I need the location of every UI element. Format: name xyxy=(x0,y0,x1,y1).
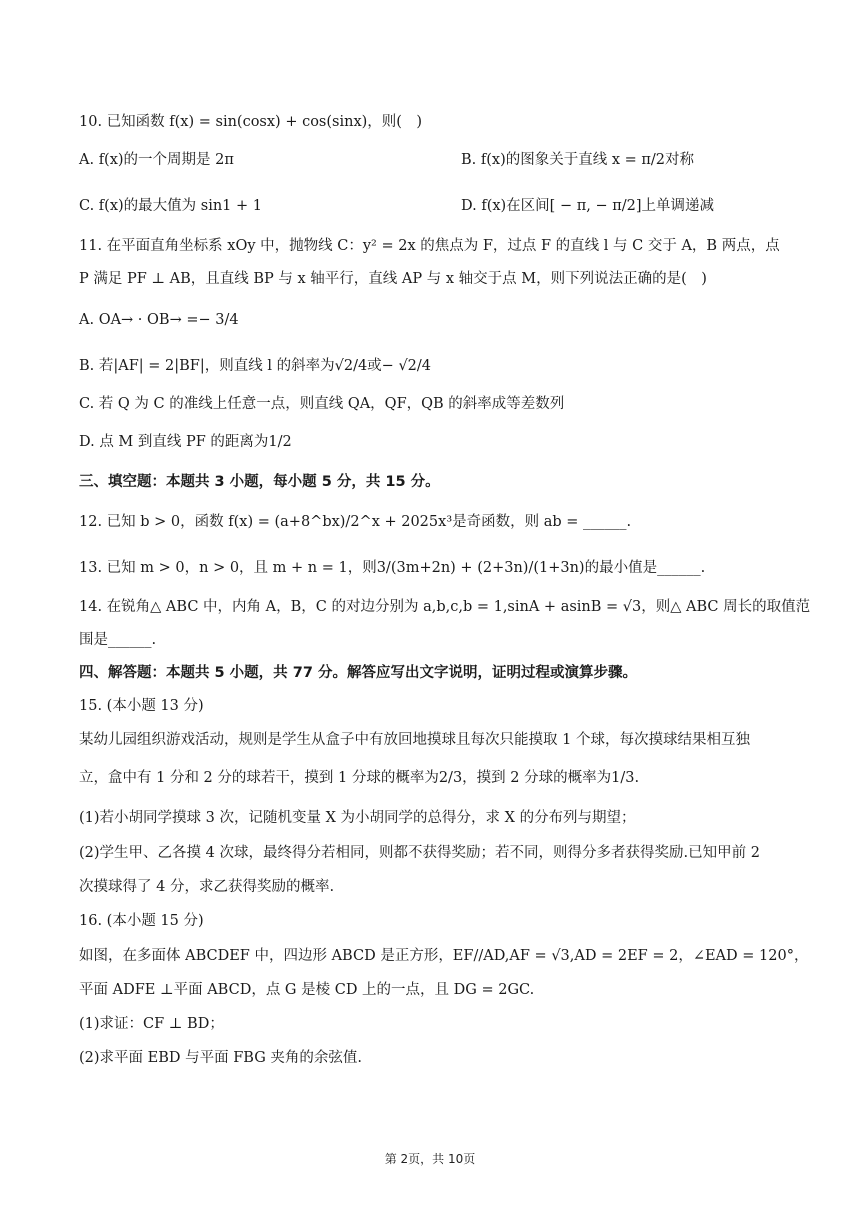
q10-option-c: C. f(x)的最大值为 sin1 + 1 xyxy=(79,198,262,214)
q11-option-b: B. 若|AF| = 2|BF|，则直线 l 的斜率为√2/4或− √2/4 xyxy=(79,358,432,374)
q10-option-a: A. f(x)的一个周期是 2π xyxy=(79,152,234,168)
section-3-heading: 三、填空题：本题共 3 小题，每小题 5 分，共 15 分。 xyxy=(79,474,440,490)
q11-option-c: C. 若 Q 为 C 的准线上任意一点，则直线 QA，QF，QB 的斜率成等差数列 xyxy=(79,396,565,412)
q10-row-2 xyxy=(79,196,800,216)
q11-stem-line1: 11. 在平面直角坐标系 xOy 中，抛物线 C：y² = 2x 的焦点为 F，过点 F 的直线 l 与 C 交于 A，B 两点，点 xyxy=(79,238,780,254)
q11-option-a: A. OA→ · OB→ =− 3/4 xyxy=(79,312,239,328)
q16-paragraph-2: 平面 ADFE ⊥平面 ABCD，点 G 是棱 CD 上的一点，且 DG = 2GC. xyxy=(79,982,535,998)
page-footer: 第 2页，共 10页 xyxy=(384,1152,476,1166)
q10-option-d: D. f(x)在区间[ − π, − π/2]上单调递减 xyxy=(461,198,715,214)
q11-option-d: D. 点 M 到直线 PF 的距离为1/2 xyxy=(79,434,292,450)
q10-stem: 10. 已知函数 f(x) = sin(cosx) + cos(sinx)，则( ) xyxy=(79,114,423,130)
q14-line1: 14. 在锐角△ ABC 中，内角 A，B，C 的对边分别为 a,b,c,b = 1,sinA + asinB = √3，则△ ABC 周长的取值范 xyxy=(79,599,811,615)
q14-line2: 围是______. xyxy=(79,632,157,648)
q16-paragraph-1: 如图，在多面体 ABCDEF 中，四边形 ABCD 是正方形，EF//AD,AF = √3,AD = 2EF = 2，∠EAD = 120°， xyxy=(79,948,809,964)
q15-paragraph-2: 立，盒中有 1 分和 2 分的球若干，摸到 1 分球的概率为2/3，摸到 2 分球的概率为1/3. xyxy=(79,770,640,786)
q15-subquestion-2b: 次摸球得了 4 分，求乙获得奖励的概率. xyxy=(79,879,335,895)
q15-subquestion-2a: (2)学生甲、乙各摸 4 次球，最终得分若相同，则都不获得奖励；若不同，则得分多者获得奖励.已知甲前 2 xyxy=(79,845,760,861)
q12: 12. 已知 b > 0，函数 f(x) = (a+8^bx)/2^x + 2025x³是奇函数，则 ab = ______. xyxy=(79,514,632,530)
q16-subquestion-2: (2)求平面 EBD 与平面 FBG 夹角的余弦值. xyxy=(79,1050,363,1066)
q16-subquestion-1: (1)求证：CF ⊥ BD； xyxy=(79,1016,224,1032)
q10-option-b: B. f(x)的图象关于直线 x = π/2对称 xyxy=(461,152,695,168)
q13: 13. 已知 m > 0，n > 0，且 m + n = 1，则3/(3m+2n) + (2+3n)/(1+3n)的最小值是______. xyxy=(79,560,706,576)
q16-header: 16. (本小题 15 分) xyxy=(79,913,204,929)
q15-header: 15. (本小题 13 分) xyxy=(79,698,204,714)
q15-subquestion-1: (1)若小胡同学摸球 3 次，记随机变量 X 为小胡同学的总得分，求 X 的分布列与期望； xyxy=(79,810,636,826)
q10-row-1 xyxy=(79,150,800,170)
q11-stem-line2: P 满足 PF ⊥ AB，且直线 BP 与 x 轴平行，直线 AP 与 x 轴交于点 M，则下列说法正确的是( ) xyxy=(79,271,707,287)
section-4-heading: 四、解答题：本题共 5 小题，共 77 分。解答应写出文字说明，证明过程或演算步骤。 xyxy=(79,665,637,681)
q15-paragraph-1: 某幼儿园组织游戏活动，规则是学生从盒子中有放回地摸球且每次只能摸取 1 个球，每次摸球结果相互独 xyxy=(79,732,750,748)
